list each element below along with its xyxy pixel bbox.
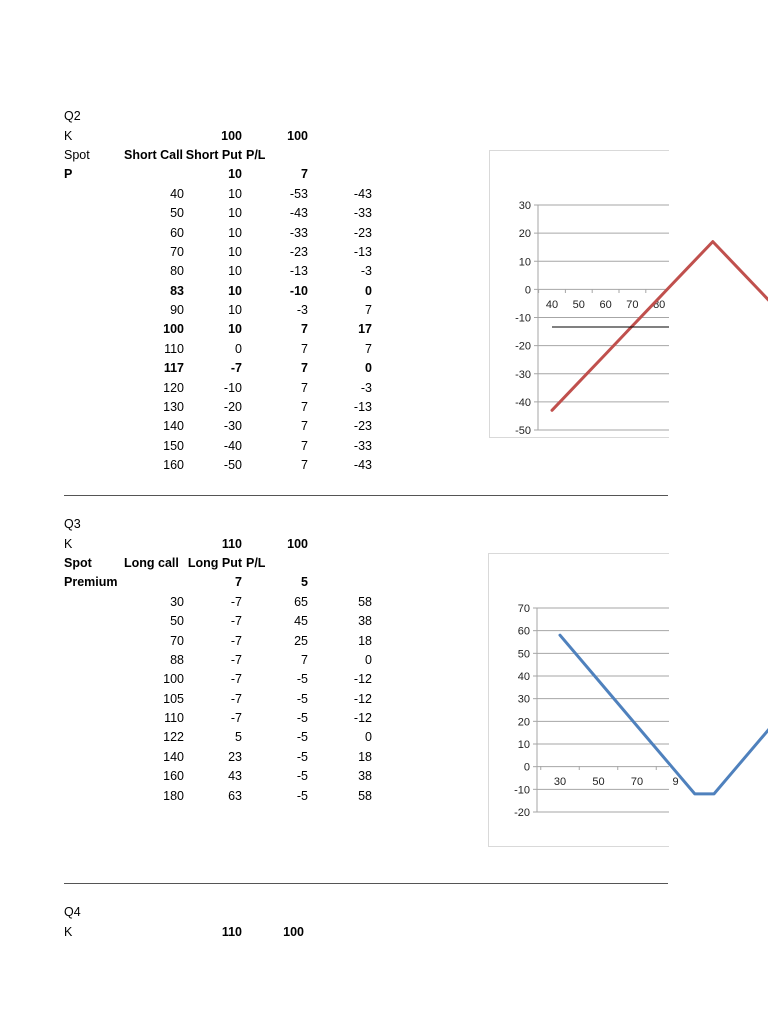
q3-title: Q3 <box>64 517 81 532</box>
cell-put: 45 <box>294 614 308 629</box>
cell-spot: 130 <box>163 400 184 415</box>
cell-put: 7 <box>301 419 308 434</box>
cell-pl: 0 <box>365 361 372 376</box>
x-tick-label: 50 <box>572 299 585 311</box>
y-tick-label: 30 <box>518 200 531 212</box>
cell-spot: 88 <box>170 652 184 667</box>
q2-premium-put: 7 <box>301 167 308 182</box>
cell-put: -5 <box>296 769 308 784</box>
cell-pl: -12 <box>353 691 372 706</box>
cell-put: 7 <box>301 380 308 395</box>
table-row <box>64 398 372 417</box>
y-tick-label: 0 <box>523 761 530 774</box>
q2-strike-row <box>64 126 372 145</box>
cell-pl: 18 <box>358 633 372 648</box>
cell-put: -3 <box>296 303 308 318</box>
cell-spot: 140 <box>163 749 184 764</box>
table-row <box>64 786 372 805</box>
cell-spot: 117 <box>163 361 184 376</box>
cell-spot: 150 <box>163 438 184 453</box>
cell-spot: 110 <box>164 711 184 726</box>
table-row <box>64 223 372 242</box>
cell-spot: 60 <box>170 225 184 240</box>
series-line <box>560 635 768 794</box>
q3-premium-call: 7 <box>235 575 242 590</box>
x-tick-label: 70 <box>626 299 639 311</box>
cell-spot: 100 <box>163 322 184 337</box>
cell-pl: 38 <box>358 769 372 784</box>
y-tick-label: -10 <box>515 312 531 325</box>
cell-pl: -3 <box>360 264 372 279</box>
cell-pl: -13 <box>353 244 372 259</box>
table-row <box>64 185 372 204</box>
cell-pl: 58 <box>358 594 372 609</box>
q2-chart-svg <box>490 151 669 437</box>
cell-put: -5 <box>296 749 308 764</box>
y-tick-label: 30 <box>517 693 530 706</box>
cell-call: 10 <box>228 322 242 337</box>
y-tick-label: 50 <box>517 648 530 661</box>
cell-call: -20 <box>223 400 242 415</box>
cell-call: -10 <box>223 380 242 395</box>
x-tick-label: 70 <box>630 776 644 788</box>
cell-spot: 140 <box>163 419 184 434</box>
table-row <box>64 301 372 320</box>
table-row <box>64 282 372 301</box>
cell-call: 63 <box>228 788 242 803</box>
cell-call: 10 <box>228 244 242 259</box>
cell-pl: -13 <box>353 400 372 415</box>
cell-spot: 70 <box>170 633 184 648</box>
cell-put: -5 <box>296 711 308 726</box>
cell-pl: 7 <box>365 341 372 356</box>
cell-pl: -23 <box>353 225 372 240</box>
cell-call: 43 <box>228 769 242 784</box>
q4-title-row <box>64 903 368 922</box>
cell-call: -7 <box>230 691 242 706</box>
q2-chart <box>489 150 669 438</box>
x-tick-label: 9 <box>672 776 679 788</box>
cell-pl: -12 <box>353 711 372 726</box>
q3-premium-label: Premium <box>64 575 118 590</box>
cell-call: -40 <box>223 438 242 453</box>
q3-header-pl: P/L <box>246 555 266 570</box>
table-row <box>64 262 372 281</box>
y-tick-label: 20 <box>518 228 531 241</box>
q2-premium-call: 10 <box>228 167 242 182</box>
table-row <box>64 612 372 631</box>
cell-put: -5 <box>296 672 308 687</box>
table-row <box>64 204 372 223</box>
q3-strike-put: 100 <box>287 536 308 551</box>
q2-header-row <box>64 146 372 165</box>
q4-section <box>64 903 674 942</box>
cell-pl: 58 <box>358 788 372 803</box>
y-tick-label: 0 <box>524 284 531 297</box>
series-line <box>552 242 768 411</box>
x-tick-label: 80 <box>653 299 666 311</box>
cell-put: 7 <box>301 652 308 667</box>
cell-pl: 0 <box>365 652 372 667</box>
cell-call: 5 <box>235 730 242 745</box>
table-row <box>64 340 372 359</box>
table-row <box>64 359 372 378</box>
q4-table <box>64 903 368 942</box>
cell-call: 10 <box>228 264 242 279</box>
cell-pl: -43 <box>353 458 372 473</box>
cell-call: 10 <box>228 283 242 298</box>
cell-spot: 122 <box>163 730 184 745</box>
x-tick-label: 50 <box>592 776 605 788</box>
cell-put: 7 <box>301 361 308 376</box>
cell-put: 25 <box>294 633 308 648</box>
y-tick-label: 60 <box>517 625 530 638</box>
q2-divider <box>64 495 668 496</box>
table-row <box>64 417 372 436</box>
cell-put: -5 <box>296 730 308 745</box>
cell-pl: -33 <box>353 438 372 453</box>
table-row <box>64 767 372 786</box>
cell-pl: 0 <box>365 730 372 745</box>
cell-put: 7 <box>301 458 308 473</box>
table-row <box>64 378 372 397</box>
table-row <box>64 631 372 650</box>
q3-strike-label: K <box>64 536 73 551</box>
q4-title: Q4 <box>64 905 81 920</box>
cell-spot: 70 <box>170 244 184 259</box>
cell-call: -7 <box>230 361 242 376</box>
cell-call: 10 <box>228 186 242 201</box>
cell-call: -50 <box>223 458 242 473</box>
cell-pl: 18 <box>358 749 372 764</box>
cell-put: -5 <box>296 788 308 803</box>
q3-title-row <box>64 515 372 534</box>
cell-put: -13 <box>289 264 308 279</box>
y-tick-label: 20 <box>517 716 530 729</box>
cell-call: 10 <box>228 206 242 221</box>
q3-premium-row <box>64 573 372 592</box>
q3-chart-svg <box>489 554 679 846</box>
q2-header-pl: P/L <box>246 147 266 162</box>
cell-spot: 105 <box>163 691 184 706</box>
q3-strike-row <box>64 534 372 553</box>
y-tick-label: -20 <box>514 807 530 819</box>
q4-strike-label: K <box>64 924 73 939</box>
cell-call: -7 <box>230 614 242 629</box>
q3-table <box>64 515 372 806</box>
q2-title-row <box>64 107 372 126</box>
y-tick-label: 10 <box>518 256 531 269</box>
table-row <box>64 748 372 767</box>
cell-call: -7 <box>230 711 242 726</box>
q2-strike-call: 100 <box>221 128 242 143</box>
cell-call: -30 <box>223 419 242 434</box>
q3-strike-call: 110 <box>221 536 242 551</box>
cell-spot: 40 <box>170 186 184 201</box>
q3-divider <box>64 883 668 884</box>
q3-header-long-call: Long call <box>124 555 179 570</box>
cell-pl: 0 <box>365 283 372 298</box>
cell-pl: -3 <box>360 380 372 395</box>
cell-put: 7 <box>301 341 308 356</box>
y-tick-label: -40 <box>515 396 531 409</box>
x-tick-label: 30 <box>553 776 567 788</box>
cell-put: 7 <box>301 438 308 453</box>
cell-put: 65 <box>294 594 308 609</box>
cell-put: 7 <box>301 400 308 415</box>
cell-put: -5 <box>296 691 308 706</box>
table-row <box>64 651 372 670</box>
cell-spot: 160 <box>163 769 184 784</box>
q3-premium-put: 5 <box>301 575 308 590</box>
cell-put: -33 <box>289 225 308 240</box>
cell-call: -7 <box>230 652 242 667</box>
cell-call: 0 <box>235 341 242 356</box>
cell-call: 10 <box>228 303 242 318</box>
cell-pl: 17 <box>358 322 372 337</box>
table-row <box>64 670 372 689</box>
cell-spot: 80 <box>170 264 184 279</box>
y-tick-label: 40 <box>517 671 530 683</box>
table-row <box>64 709 372 728</box>
table-row <box>64 243 372 262</box>
table-row <box>64 456 372 475</box>
table-row <box>64 320 372 339</box>
y-tick-label: -20 <box>515 340 531 353</box>
y-tick-label: 10 <box>517 739 530 751</box>
table-row <box>64 437 372 456</box>
cell-spot: 50 <box>170 206 184 221</box>
y-tick-label: -50 <box>515 425 531 437</box>
y-tick-label: -30 <box>515 368 531 381</box>
x-tick-label: 60 <box>599 299 612 311</box>
cell-call: 23 <box>228 749 242 764</box>
cell-spot: 83 <box>170 283 184 298</box>
cell-spot: 120 <box>163 380 184 395</box>
q2-premium-row <box>64 165 372 184</box>
cell-put: 7 <box>301 322 308 337</box>
q4-strike-call: 110 <box>221 924 242 939</box>
cell-call: -7 <box>230 633 242 648</box>
cell-spot: 50 <box>170 614 184 629</box>
q2-header-spot: Spot <box>64 147 90 162</box>
q2-strike-label: K <box>64 128 73 143</box>
cell-pl: -43 <box>353 186 372 201</box>
cell-pl: 38 <box>358 614 372 629</box>
cell-put: -10 <box>289 283 308 298</box>
q2-premium-label: P <box>64 167 73 182</box>
cell-put: -43 <box>289 206 308 221</box>
y-tick-label: 70 <box>517 603 530 615</box>
cell-pl: 7 <box>365 303 372 318</box>
q2-table <box>64 107 372 475</box>
cell-spot: 90 <box>170 303 184 318</box>
cell-spot: 160 <box>163 458 184 473</box>
cell-call: 10 <box>228 225 242 240</box>
q4-strike-put: 100 <box>283 924 304 939</box>
x-tick-label: 40 <box>545 299 559 311</box>
q3-header-long-put: Long Put <box>187 555 242 570</box>
cell-put: -23 <box>289 244 308 259</box>
q3-header-spot: Spot <box>64 555 92 570</box>
cell-call: -7 <box>230 672 242 687</box>
q2-title: Q2 <box>64 109 81 124</box>
q4-strike-row <box>64 922 368 941</box>
cell-put: -53 <box>289 186 308 201</box>
q2-header-short-put: Short Put <box>185 147 242 162</box>
cell-spot: 180 <box>163 788 184 803</box>
table-row <box>64 593 372 612</box>
cell-spot: 100 <box>163 672 184 687</box>
q2-strike-put: 100 <box>287 128 308 143</box>
q3-header-row <box>64 554 372 573</box>
cell-call: -7 <box>230 594 242 609</box>
table-row <box>64 728 372 747</box>
cell-spot: 30 <box>170 594 184 609</box>
cell-pl: -23 <box>353 419 372 434</box>
cell-pl: -12 <box>353 672 372 687</box>
table-row <box>64 690 372 709</box>
q3-chart <box>488 553 679 847</box>
y-tick-label: -10 <box>514 784 530 797</box>
cell-pl: -33 <box>353 206 372 221</box>
cell-spot: 110 <box>164 341 184 356</box>
q2-header-short-call: Short Call <box>124 147 184 162</box>
